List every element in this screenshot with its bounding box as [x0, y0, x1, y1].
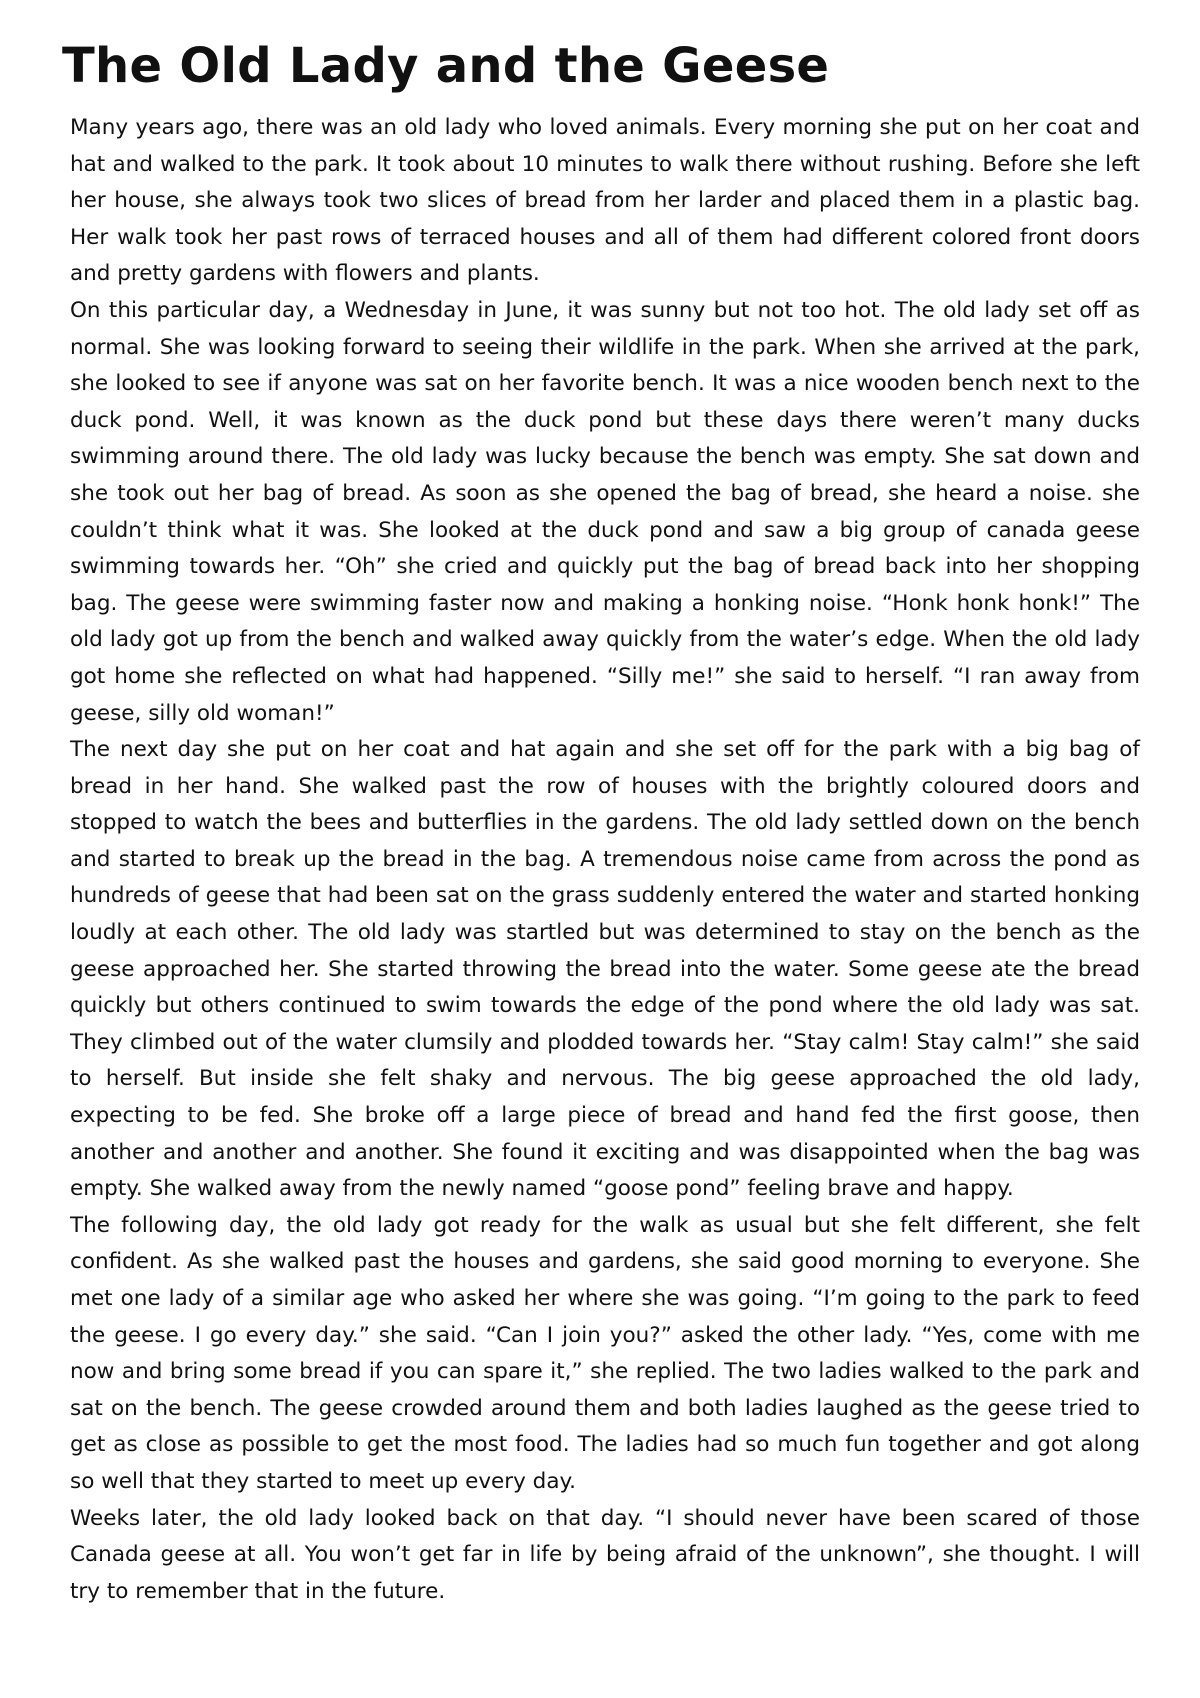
story-paragraph-1: Many years ago, there was an old lady who loved animals. Every morning she put on her coat and hat and walked to the park. It took about 10 minutes to walk there without rushing. Before she left her house, she always took two slices of bread from her larder and placed them in a plastic bag. Her walk took her past rows of terraced houses and all of them had different colored front doors and pretty gardens with flowers and plants.	[70, 115, 1140, 287]
story-body	[70, 110, 1140, 1610]
story-paragraph-5: Weeks later, the old lady looked back on that day. “I should never have been scared of those Canada geese at all. You won’t get far in life by being afraid of the unknown”, she thought. I will try to remember that in the future.	[70, 1505, 1140, 1604]
story-paragraph-2: On this particular day, a Wednesday in June, it was sunny but not too hot. The old lady set off as normal. She was looking forward to seeing their wildlife in the park. When she arrived at the park, she looked to see if anyone was sat on her favorite bench. It was a nice wooden bench next to the duck pond. Well, it was known as the duck pond but these days there weren’t many ducks swimming around there. The old lady was lucky because the bench was empty. She sat down and she took out her bag of bread. As soon as she opened the bag of bread, she heard a noise. she couldn’t think what it was. She looked at the duck pond and saw a big group of canada geese swimming towards her. “Oh” she cried and quickly put the bag of bread back into her shopping bag. The geese were swimming faster now and making a honking noise. “Honk honk honk!” The old lady got up from the bench and walked away quickly from the water’s edge. When the old lady got home she reflected on what had happened. “Silly me!” she said to herself. “I ran away from geese, silly old woman!”	[70, 297, 1140, 726]
document-title: The Old Lady and the Geese	[62, 38, 830, 94]
story-paragraph-3: The next day she put on her coat and hat again and she set off for the park with a big bag of bread in her hand. She walked past the row of houses with the brightly coloured doors and stopped to watch the bees and butterflies in the gardens. The old lady settled down on the bench and started to break up the bread in the bag. A tremendous noise came from across the pond as hundreds of geese that had been sat on the grass suddenly entered the water and started honking loudly at each other. The old lady was startled but was determined to stay on the bench as the geese approached her. She started throwing the bread into the water. Some geese ate the bread quickly but others continued to swim towards the edge of the pond where the old lady was sat. They climbed out of the water clumsily and plodded towards her. “Stay calm! Stay calm!” she said to herself. But inside she felt shaky and nervous. The big geese approached the old lady, expecting to be fed. She broke off a large piece of bread and hand fed the first goose, then another and another and another. She found it exciting and was disappointed when the bag was empty. She walked away from the newly named “goose pond” feeling brave and happy.	[70, 737, 1140, 1202]
story-paragraph-4: The following day, the old lady got ready for the walk as usual but she felt different, she felt confident. As she walked past the houses and gardens, she said good morning to everyone. She met one lady of a similar age who asked her where she was going. “I’m going to the park to feed the geese. I go every day.” she said. “Can I join you?” asked the other lady. “Yes, come with me now and bring some bread if you can spare it,” she replied. The two ladies walked to the park and sat on the bench. The geese crowded around them and both ladies laughed as the geese tried to get as close as possible to get the most food. The ladies had so much fun together and got along so well that they started to meet up every day.	[70, 1212, 1140, 1494]
